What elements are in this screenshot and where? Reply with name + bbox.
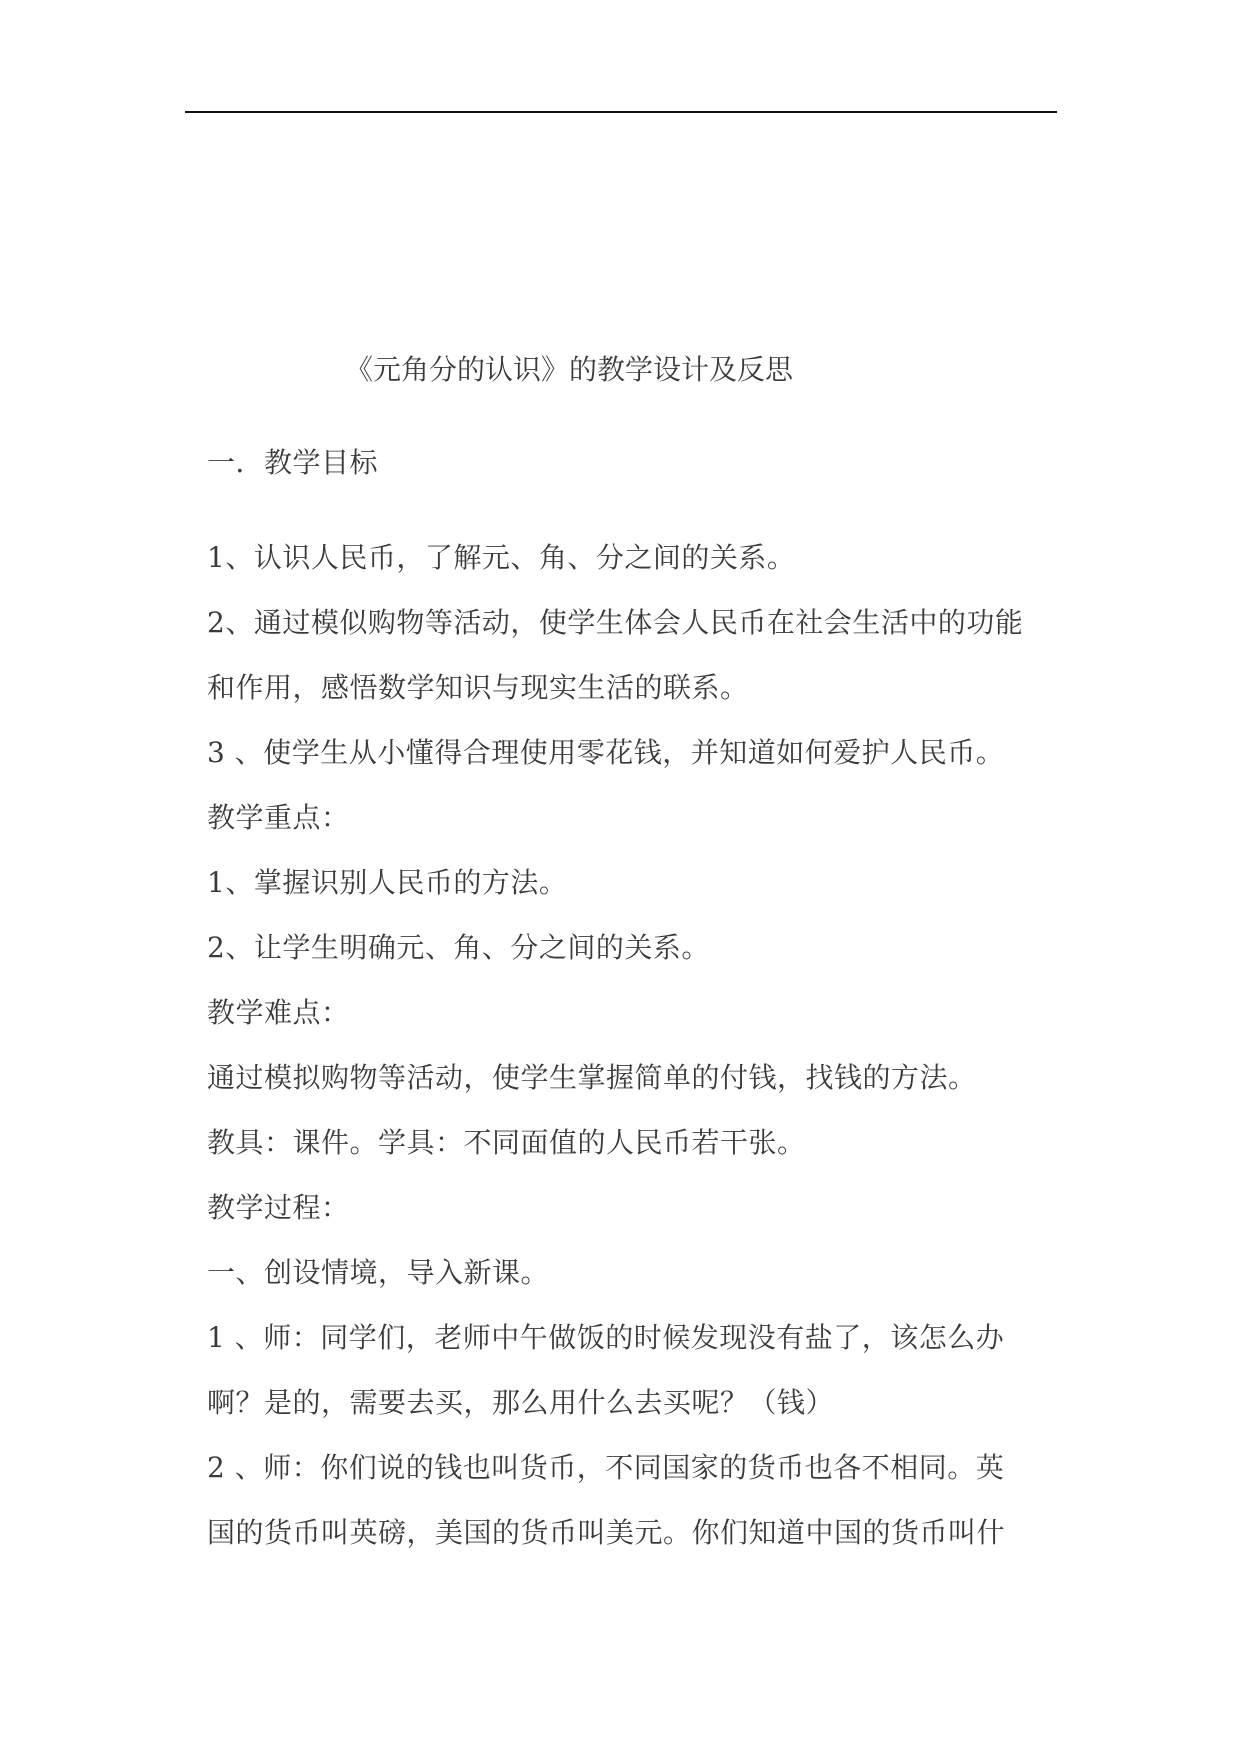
key-point-2: 2、让学生明确元、角、分之间的关系。 (207, 931, 710, 964)
difficulty-heading: 教学难点： (207, 996, 350, 1029)
difficulty-text: 通过模拟购物等活动，使学生掌握简单的付钱，找钱的方法。 (207, 1061, 977, 1094)
process-paragraph-1: 1 、师：同学们，老师中午做饭的时候发现没有盐了，该怎么办 (207, 1321, 1005, 1354)
header-rule (185, 111, 1057, 113)
process-paragraph-1-continued: 啊？是的，需要去买，那么用什么去买呢？（钱） (207, 1386, 835, 1419)
goal-item-1: 1、认识人民币，了解元、角、分之间的关系。 (207, 541, 796, 574)
teaching-aids: 教具：课件。学具：不同面值的人民币若干张。 (207, 1126, 806, 1159)
key-points-heading: 教学重点： (207, 801, 350, 834)
process-paragraph-2: 2 、师：你们说的钱也叫货币，不同国家的货币也各不相同。英 (207, 1451, 1005, 1484)
goal-item-2: 2、通过模似购物等活动，使学生体会人民币在社会生活中的功能 (207, 606, 1024, 639)
process-step-1-heading: 一、创设情境，导入新课。 (207, 1256, 550, 1289)
goal-item-3: 3 、使学生从小懂得合理使用零花钱，并知道如何爱护人民币。 (207, 736, 1005, 769)
process-paragraph-2-continued: 国的货币叫英磅，美国的货币叫美元。你们知道中国的货币叫什 (207, 1516, 1006, 1549)
process-heading: 教学过程： (207, 1191, 350, 1224)
document-title: 《元角分的认识》的教学设计及反思 (345, 353, 794, 386)
section-heading-teaching-goals: 一．教学目标 (207, 446, 379, 479)
key-point-1: 1、掌握识别人民币的方法。 (207, 866, 568, 899)
goal-item-2-continued: 和作用，感悟数学知识与现实生活的联系。 (207, 671, 749, 704)
